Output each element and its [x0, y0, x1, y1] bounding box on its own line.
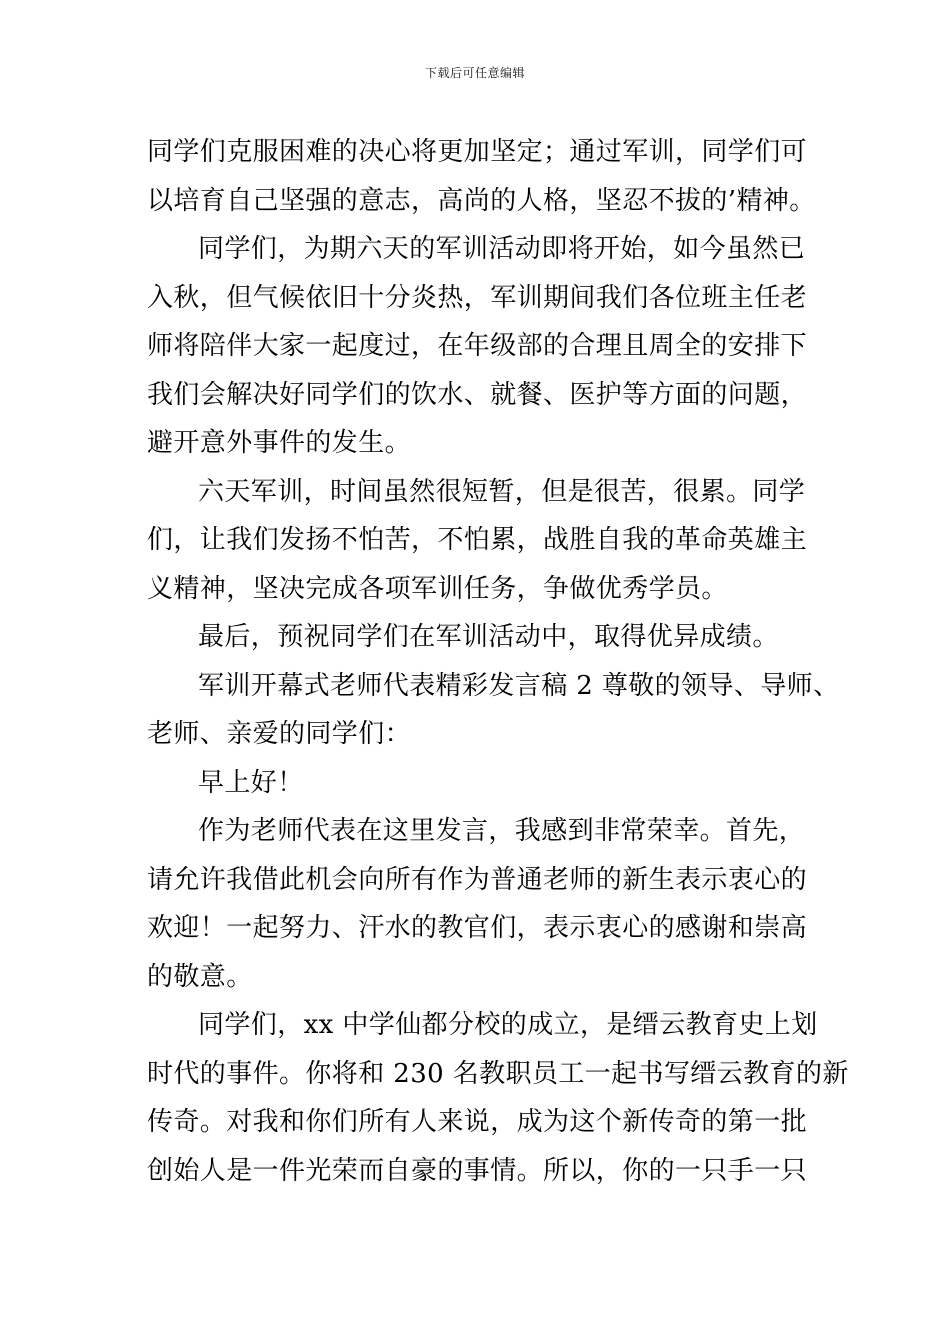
text-line: 同学们，为期六天的军训活动即将开始，如今虽然已	[198, 234, 806, 264]
text-line: 最后，预祝同学们在军训活动中，取得优异成绩。	[198, 622, 779, 652]
text-line: 同学们克服困难的决心将更加坚定；通过军训，同学们可	[147, 137, 808, 167]
text-line: 传奇。对我和你们所有人来说，成为这个新传奇的第一批	[147, 1107, 808, 1137]
text-line: 老师、亲爱的同学们：	[147, 719, 412, 749]
text-line: 时代的事件。你将和 230 名教职员工一起书写缙云教育的新	[147, 1058, 849, 1089]
document-body	[147, 128, 849, 1195]
page-header: 下载后可任意编辑	[424, 66, 525, 80]
text-line: 作为老师代表在这里发言，我感到非常荣幸。首先，	[198, 816, 806, 846]
text-line: 早上好！	[198, 767, 304, 798]
text-line: 的敬意。	[147, 961, 253, 992]
text-line: 请允许我借此机会向所有作为普通老师的新生表示衷心的	[147, 864, 808, 895]
text-line: 军训开幕式老师代表精彩发言稿 2 尊敬的领导、导师、	[198, 670, 840, 701]
text-line: 们，让我们发扬不怕苦，不怕累，战胜自我的革命英雄主	[147, 525, 808, 555]
text-line: 欢迎！一起努力、汗水的教官们，表示衷心的感谢和崇高	[147, 913, 808, 943]
text-line: 入秋，但气候依旧十分炎热，军训期间我们各位班主任老	[147, 282, 808, 313]
text-line: 避开意外事件的发生。	[147, 428, 412, 458]
text-line: 同学们，xx 中学仙都分校的成立，是缙云教育史上划	[198, 1010, 818, 1040]
text-line: 师将陪伴大家一起度过，在年级部的合理且周全的安排下	[147, 331, 808, 361]
text-line: 六天军训，时间虽然很短暂，但是很苦，很累。同学	[198, 476, 806, 507]
text-line: 以培育自己坚强的意志，高尚的人格，坚忍不拔的’精神。	[147, 185, 816, 216]
text-line: 义精神，坚决完成各项军训任务，争做优秀学员。	[147, 573, 728, 604]
text-line: 我们会解决好同学们的饮水、就餐、医护等方面的问题，	[147, 379, 808, 410]
text-line: 创始人是一件光荣而自豪的事情。所以，你的一只手一只	[147, 1155, 808, 1186]
